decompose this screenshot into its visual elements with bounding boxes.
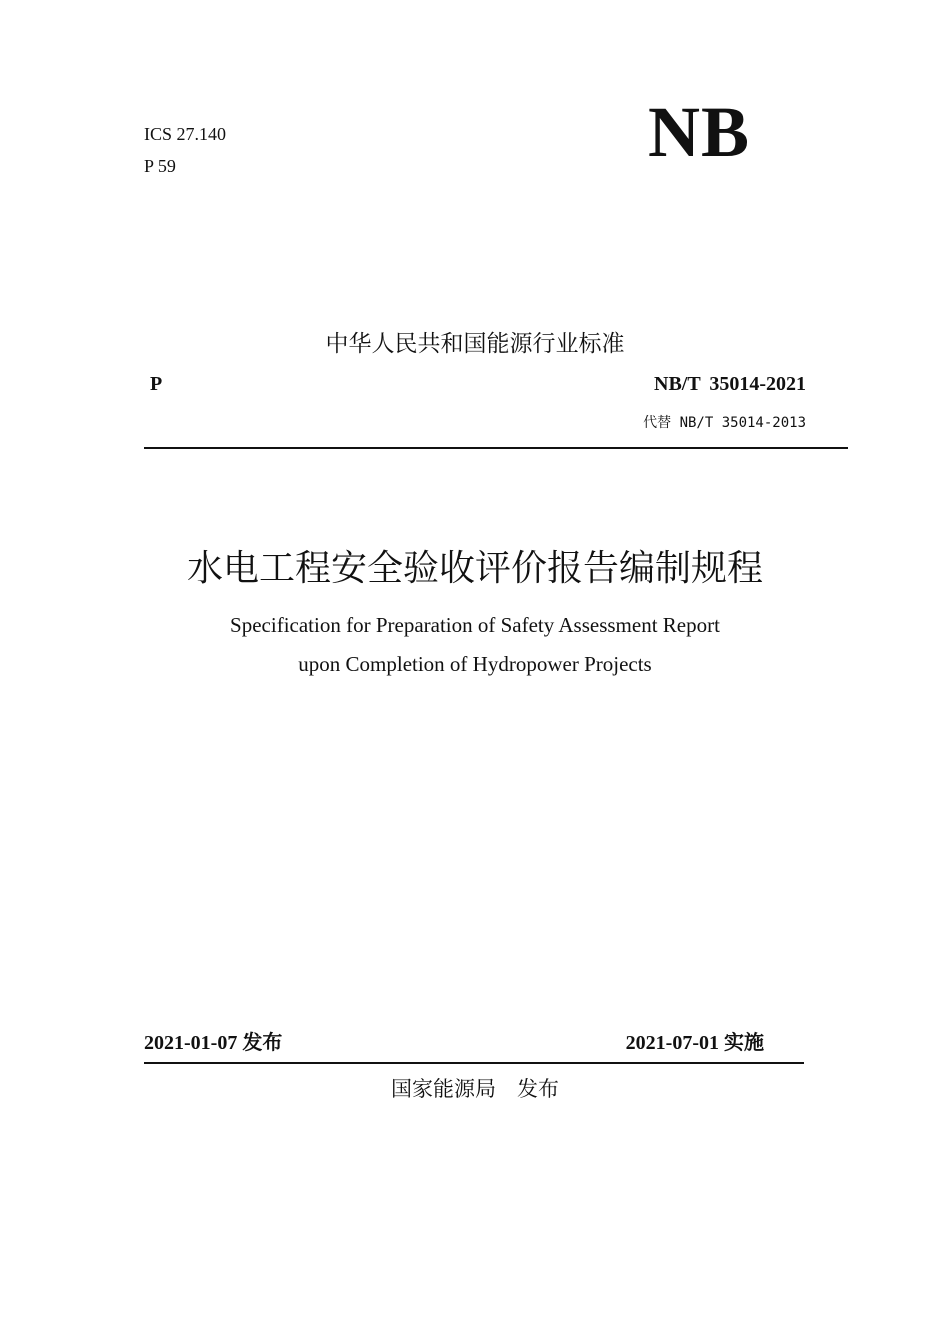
implementation-date-label: 实施	[724, 1030, 764, 1054]
issue-date-value: 2021-01-07	[144, 1032, 238, 1054]
standard-category: 中华人民共和国能源行业标准	[325, 331, 625, 357]
title-chinese: 水电工程安全验收评价报告编制规程	[186, 548, 763, 589]
top-divider	[144, 447, 848, 449]
issue-date	[144, 1026, 282, 1055]
standard-number: NB/T 35014-2021	[654, 373, 806, 395]
title-english-line1: Specification for Preparation of Safety Assessment Report	[230, 613, 720, 637]
ics-code: ICS 27.140	[144, 124, 227, 144]
replaces-note: 代替 NB/T 35014-2013	[643, 415, 806, 431]
classification-letter: P	[150, 373, 163, 395]
implementation-date-value: 2021-07-01	[625, 1032, 719, 1054]
nb-logo: NB	[648, 92, 751, 172]
publisher: 国家能源局 发布	[391, 1077, 559, 1101]
title-english-line2: upon Completion of Hydropower Projects	[298, 652, 652, 676]
p-code: P 59	[144, 156, 176, 176]
issue-date-label: 发布	[242, 1030, 283, 1054]
bottom-divider	[144, 1062, 804, 1064]
implementation-date	[626, 1026, 764, 1055]
